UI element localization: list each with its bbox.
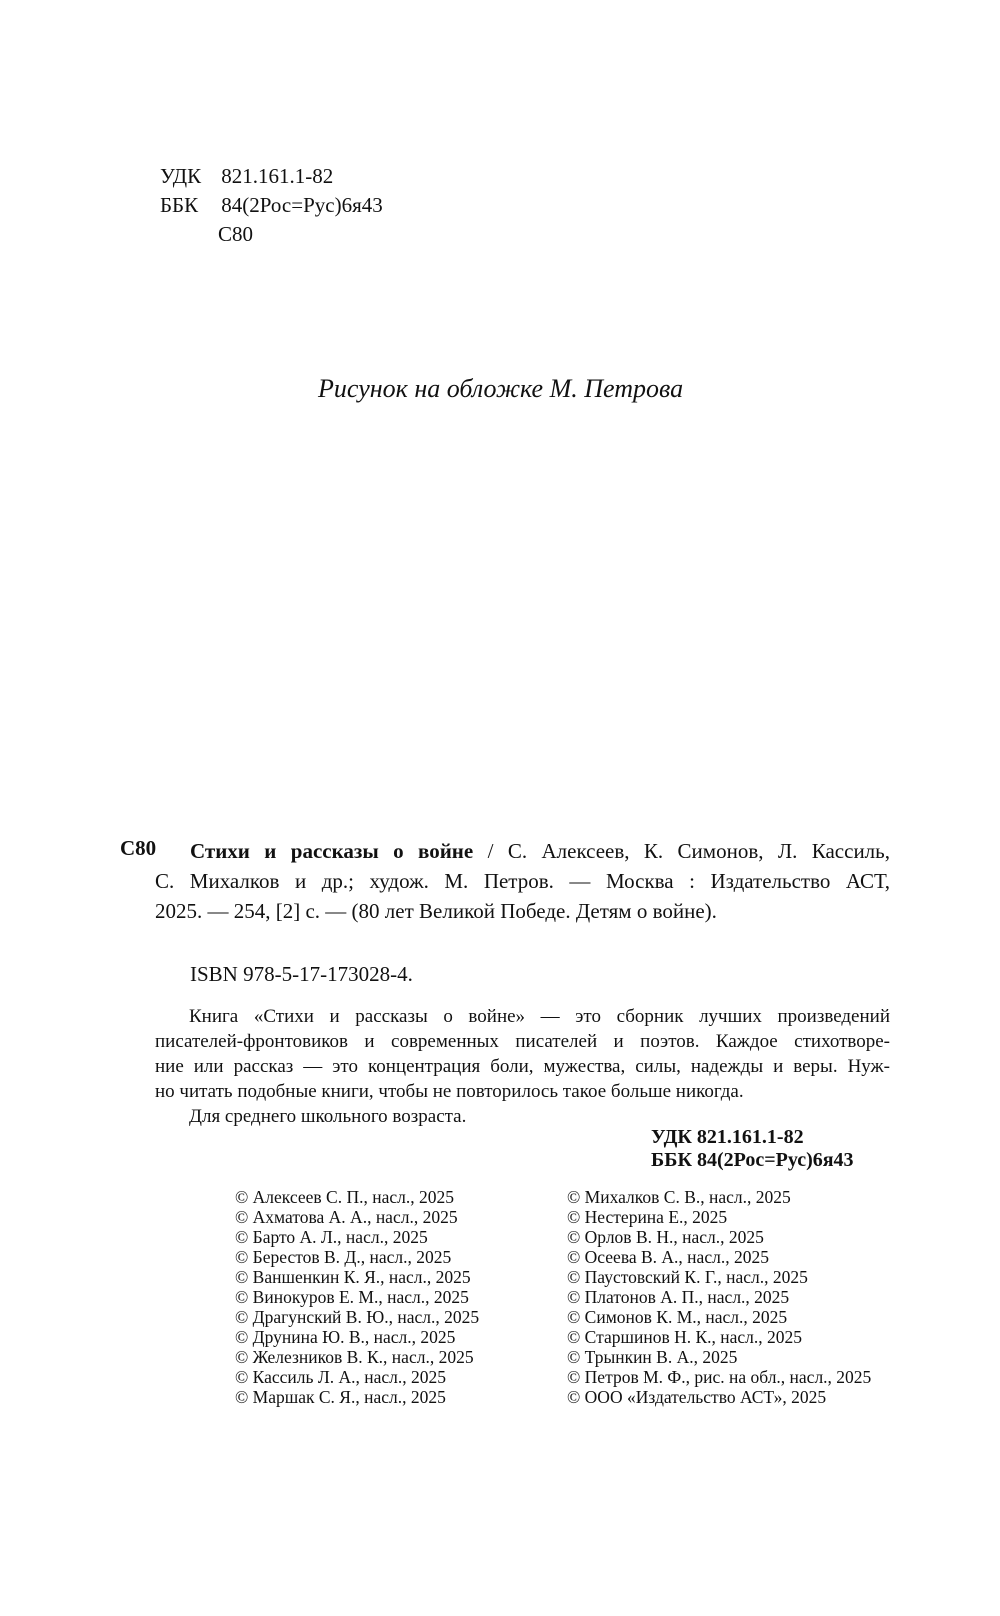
copyright-item: © Барто А. Л., насл., 2025	[235, 1227, 428, 1247]
bbk-label: ББК	[160, 193, 199, 217]
bbk-value: 84(2Рос=Рус)6я43	[221, 193, 383, 217]
annotation-line: Книга «Стихи и рассказы о войне» — это сборник лучших произведений	[189, 1006, 890, 1027]
copyright-item: © Платонов А. П., насл., 2025	[567, 1287, 790, 1307]
copyright-item: © Друнина Ю. В., насл., 2025	[235, 1327, 456, 1347]
annotation-line: но читать подобные книги, чтобы не повторилось такое больше никогда.	[155, 1081, 744, 1102]
copyright-item: © Ахматова А. А., насл., 2025	[235, 1207, 458, 1227]
copyright-item: © Кассиль Л. А., насл., 2025	[235, 1367, 447, 1387]
copyright-item: © Паустовский К. Г., насл., 2025	[567, 1267, 808, 1287]
copyright-item: © Петров М. Ф., рис. на обл., насл., 2025	[567, 1367, 872, 1387]
bottom-classification	[651, 1126, 854, 1172]
copyright-item: © ООО «Издательство АСТ», 2025	[567, 1387, 827, 1407]
bottom-udk: УДК 821.161.1-82	[651, 1126, 804, 1148]
bib-line-2: С. Михалков и др.; худож. М. Петров. — Москва : Издательство АСТ,	[155, 869, 890, 893]
copyrights-left-column	[235, 1187, 479, 1407]
book-title: Стихи и рассказы о войне	[190, 839, 474, 863]
copyright-item: © Винокуров Е. М., насл., 2025	[235, 1287, 469, 1307]
copyright-item: © Трынкин В. А., 2025	[567, 1347, 738, 1367]
copyright-item: © Нестерина Е., 2025	[567, 1207, 728, 1227]
author-mark: С80	[218, 222, 254, 246]
isbn: ISBN 978-5-17-173028-4.	[190, 962, 413, 986]
copyright-item: © Маршак С. Я., насл., 2025	[235, 1387, 446, 1407]
udk-label: УДК	[160, 164, 202, 188]
annotation-line: писателей-фронтовиков и современных писателей и поэтов. Каждое стихотворе-	[155, 1031, 890, 1052]
copyright-item: © Осеева В. А., насл., 2025	[567, 1247, 769, 1267]
udk-value: 821.161.1-82	[221, 164, 334, 188]
annotation-line: ние или рассказ — это концентрация боли, мужества, силы, надежды и веры. Нуж-	[155, 1056, 890, 1077]
cover-credit: Рисунок на обложке М. Петрова	[318, 374, 684, 403]
copyright-item: © Железников В. К., насл., 2025	[235, 1347, 474, 1367]
copyright-item: © Старшинов Н. К., насл., 2025	[567, 1327, 803, 1347]
copyrights-right-column	[567, 1187, 871, 1407]
copyright-item: © Драгунский В. Ю., насл., 2025	[235, 1307, 480, 1327]
copyright-item: © Орлов В. Н., насл., 2025	[567, 1227, 764, 1247]
udk-row	[160, 162, 383, 191]
bib-line-3: 2025. — 254, [2] с. — (80 лет Великой Победе. Детям о войне).	[155, 899, 717, 923]
bbk-row	[160, 191, 383, 220]
copyright-item: © Берестов В. Д., насл., 2025	[235, 1247, 452, 1267]
copyright-item: © Михалков С. В., насл., 2025	[567, 1187, 791, 1207]
bib-authors: / С. Алексеев, К. Симонов, Л. Кассиль,	[473, 839, 890, 863]
copyright-item: © Ваншенкин К. Я., насл., 2025	[235, 1267, 471, 1287]
copyright-item: © Алексеев С. П., насл., 2025	[235, 1187, 454, 1207]
copyright-item: © Симонов К. М., насл., 2025	[567, 1307, 788, 1327]
annotation	[155, 1004, 890, 1129]
bibliographic-record	[155, 836, 890, 926]
bib-author-code: С80	[120, 836, 157, 860]
bottom-bbk: ББК 84(2Рос=Рус)6я43	[651, 1149, 854, 1171]
bib-line-1	[190, 836, 890, 866]
top-classification	[160, 162, 383, 249]
age-rating: Для среднего школьного возраста.	[189, 1106, 467, 1127]
